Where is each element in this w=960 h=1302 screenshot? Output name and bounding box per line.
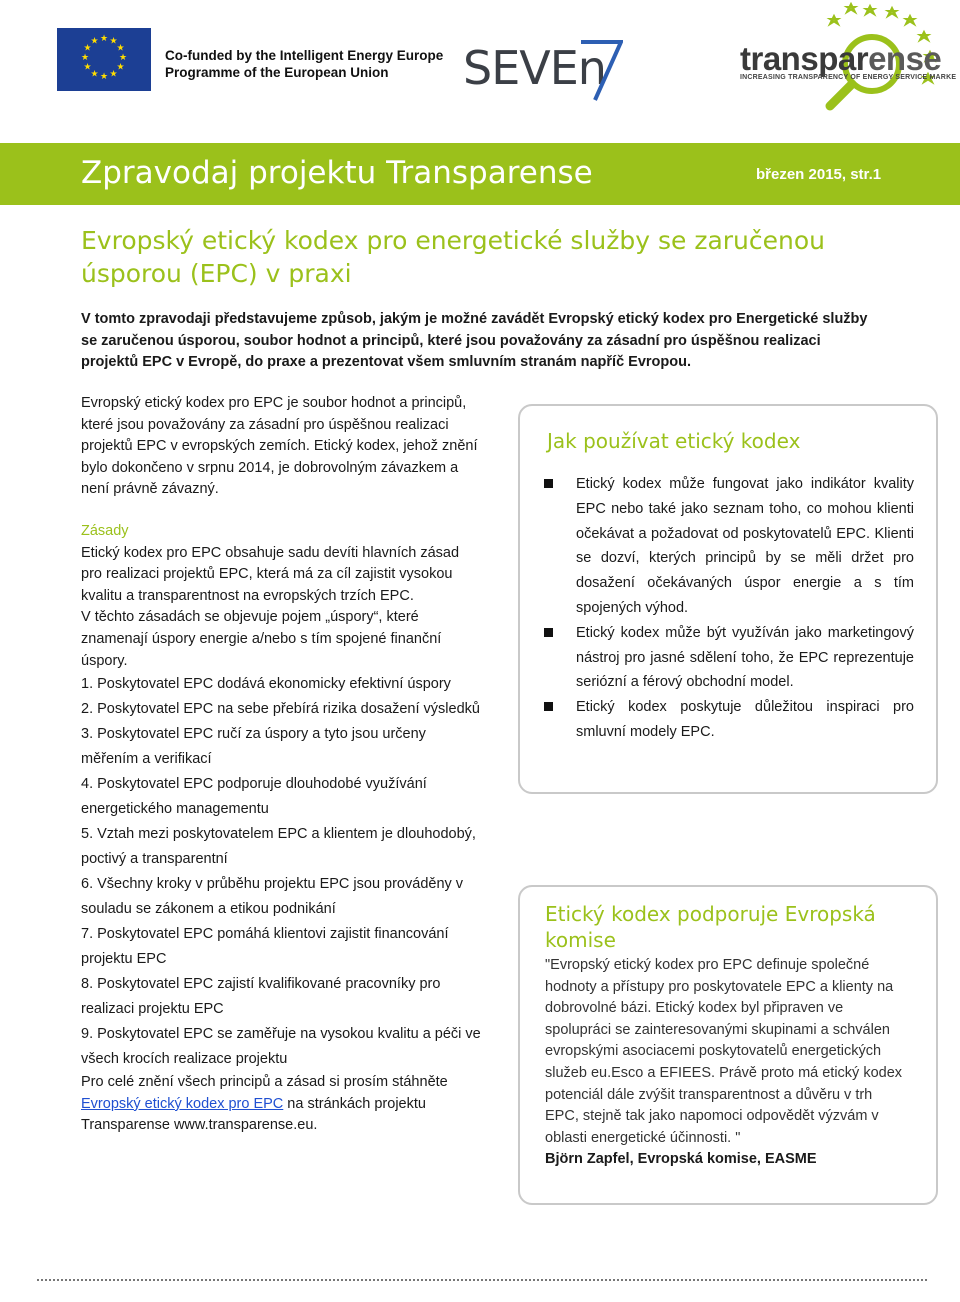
how-to-use-item — [544, 472, 914, 621]
svg-text:★: ★ — [83, 62, 92, 73]
main-article-column — [81, 393, 481, 1137]
svg-text:★: ★ — [90, 36, 99, 47]
ethics-code-download-link[interactable]: Evropský etický kodex pro EPC — [81, 1095, 284, 1112]
transparense-logo — [740, 2, 957, 122]
eu-stars-icon — [57, 28, 151, 91]
how-to-use-item-text: Etický kodex může být využíván jako marketingový nástroj pro jasné sdělení toho, že EPC reprezentuje seriózní a férový obchodní model. — [576, 624, 914, 691]
ec-quote-signature: Björn Zapfel, Evropská komise, EASME — [545, 1151, 817, 1168]
how-to-use-item — [544, 695, 914, 745]
how-to-use-item-text: Etický kodex poskytuje důležitou inspiraci pro smluvní modely EPC. — [576, 699, 914, 740]
principle-item: 8. Poskytovatel EPC zajistí kvalifikované pracovníky pro realizaci projektu EPC — [81, 976, 441, 1018]
svg-text:★: ★ — [116, 62, 125, 73]
principle-item: 3. Poskytovatel EPC ručí za úspory a tyto jsou určeny měřením a verifikací — [81, 726, 426, 768]
svg-text:★: ★ — [99, 72, 109, 82]
issue-date: březen 2015, str.1 — [756, 166, 882, 183]
svg-text:★: ★ — [80, 53, 90, 63]
principle-item: 5. Vztah mezi poskytovatelem EPC a klientem je dlouhodobý, poctivý a transparentní — [81, 826, 476, 868]
principle-item: 6. Všechny kroky v průběhu projektu EPC jsou prováděny v souladu se zákonem a etikou podnikání — [81, 876, 464, 918]
svg-text:★: ★ — [90, 69, 99, 80]
svg-text:★: ★ — [99, 34, 109, 44]
savings-definition-paragraph: V těchto zásadách se objevuje pojem „úspory“, které znamenají úspory energie a/nebo s tím spojené finanční úspory. — [81, 609, 442, 669]
code-description-paragraph: Evropský etický kodex pro EPC je soubor hodnot a principů, které jsou považovány za zásadní pro úspěšnou realizaci projektů EPC v evropských zemích. Etický kodex, jehož znění bylo dokončeno v srpnu 2014, je dobrovolným závazkem a není právně závazný. — [81, 395, 478, 498]
transparense-wordmark — [740, 40, 941, 78]
transparense-tagline: INCREASING TRANSPARENCY OF ENERGY SERVICE MARKE — [740, 74, 957, 81]
eu-flag-logo — [57, 28, 151, 91]
eu-cofunding-line1: Co-funded by the Intelligent Energy Europe — [165, 48, 444, 63]
principle-item: 4. Poskytovatel EPC podporuje dlouhodobé využívání energetického managementu — [81, 776, 427, 818]
download-text-after: na stránkách projektu Transparense www.transparense.eu. — [81, 1095, 426, 1134]
ec-support-box — [518, 885, 938, 1205]
newsletter-title: Zpravodaj projektu Transparense — [81, 155, 593, 191]
how-to-use-list — [544, 472, 914, 745]
principle-item: 7. Poskytovatel EPC pomáhá klientovi zajistit financování projektu EPC — [81, 926, 449, 968]
principles-section-title: Zásady — [81, 522, 129, 539]
svg-text:★: ★ — [83, 43, 92, 54]
seven-logo — [463, 32, 623, 102]
ec-quote-text: "Evropský etický kodex pro EPC definuje společné hodnoty a přístupy pro poskytovatele EPC a klienty na dobrovolné bázi. Etický kodex byl připraven ve spolupráci se zainteresovanými skupinami a schválen evropskými asociacemi poskytovatelů energetických služeb eu.Esco a EFIEES. Právě proto má etický kodex potenciál dále zvýšit transparentnost a důvěru v trh EPC, stejně tak jako napomoci odpovědět výzvám v oblasti energetické účinnosti. " — [545, 957, 903, 1146]
transparense-wordmark-a: transpar — [740, 40, 869, 77]
svg-text:★: ★ — [118, 53, 128, 63]
download-text-before: Pro celé znění všech principů a zásad si prosím stáhněte — [81, 1074, 448, 1091]
square-bullet-icon — [544, 702, 553, 711]
principle-item: 9. Poskytovatel EPC se zaměřuje na vysokou kvalitu a péči ve všech krocích realizace projektu — [81, 1026, 481, 1068]
seven-logo-text: SEVEn — [463, 41, 606, 95]
how-to-use-item-text: Etický kodex může fungovat jako indikátor kvality EPC nebo také jako seznam toho, co mohou klienti očekávat a požadovat od poskytovatelů EPC. Klienti se dozví, kterých principů by se měli držet pro dosažení očekávaných úspor energie a s tím spojených výhod. — [576, 476, 914, 616]
eu-cofunding-line2: Programme of the European Union — [165, 65, 389, 80]
newsletter-banner — [0, 143, 960, 205]
eu-cofunding-text — [165, 47, 443, 81]
transparense-wordmark-b: ense — [868, 40, 942, 77]
principles-intro-paragraph: Etický kodex pro EPC obsahuje sadu devíti hlavních zásad pro realizaci projektů EPC, která má za cíl zajistit vysokou kvalitu a transparentnost na evropských trzích EPC. — [81, 544, 460, 604]
ec-support-quote — [545, 955, 905, 1171]
square-bullet-icon — [544, 479, 553, 488]
square-bullet-icon — [544, 628, 553, 637]
ec-support-title: Etický kodex podporuje Evropská komise — [545, 902, 876, 952]
how-to-use-item — [544, 621, 914, 695]
footer-divider — [37, 1279, 927, 1281]
article-intro: V tomto zpravodaji představujeme způsob, jakým je možné zavádět Evropský etický kodex pro Energetické služby se zaručenou úsporou, soubor hodnot a principů, které jsou považovány za zásadní pro úspěšnou realizaci projektů EPC v Evropě, do praxe a prezentovat všem smluvním stranám napříč Evropou. — [81, 311, 868, 370]
how-to-use-box — [518, 404, 938, 794]
svg-text:★: ★ — [109, 69, 118, 80]
download-paragraph — [81, 1072, 481, 1137]
article-headline: Evropský etický kodex pro energetické služby se zaručenou úsporou (EPC) v praxi — [81, 226, 825, 288]
how-to-use-title: Jak používat etický kodex — [547, 429, 801, 453]
principle-item: 1. Poskytovatel EPC dodává ekonomicky efektivní úspory — [81, 676, 451, 693]
svg-text:★: ★ — [116, 43, 125, 54]
principles-list — [81, 672, 481, 1072]
svg-text:★: ★ — [109, 36, 118, 47]
principle-item: 2. Poskytovatel EPC na sebe přebírá rizika dosažení výsledků — [81, 701, 480, 718]
